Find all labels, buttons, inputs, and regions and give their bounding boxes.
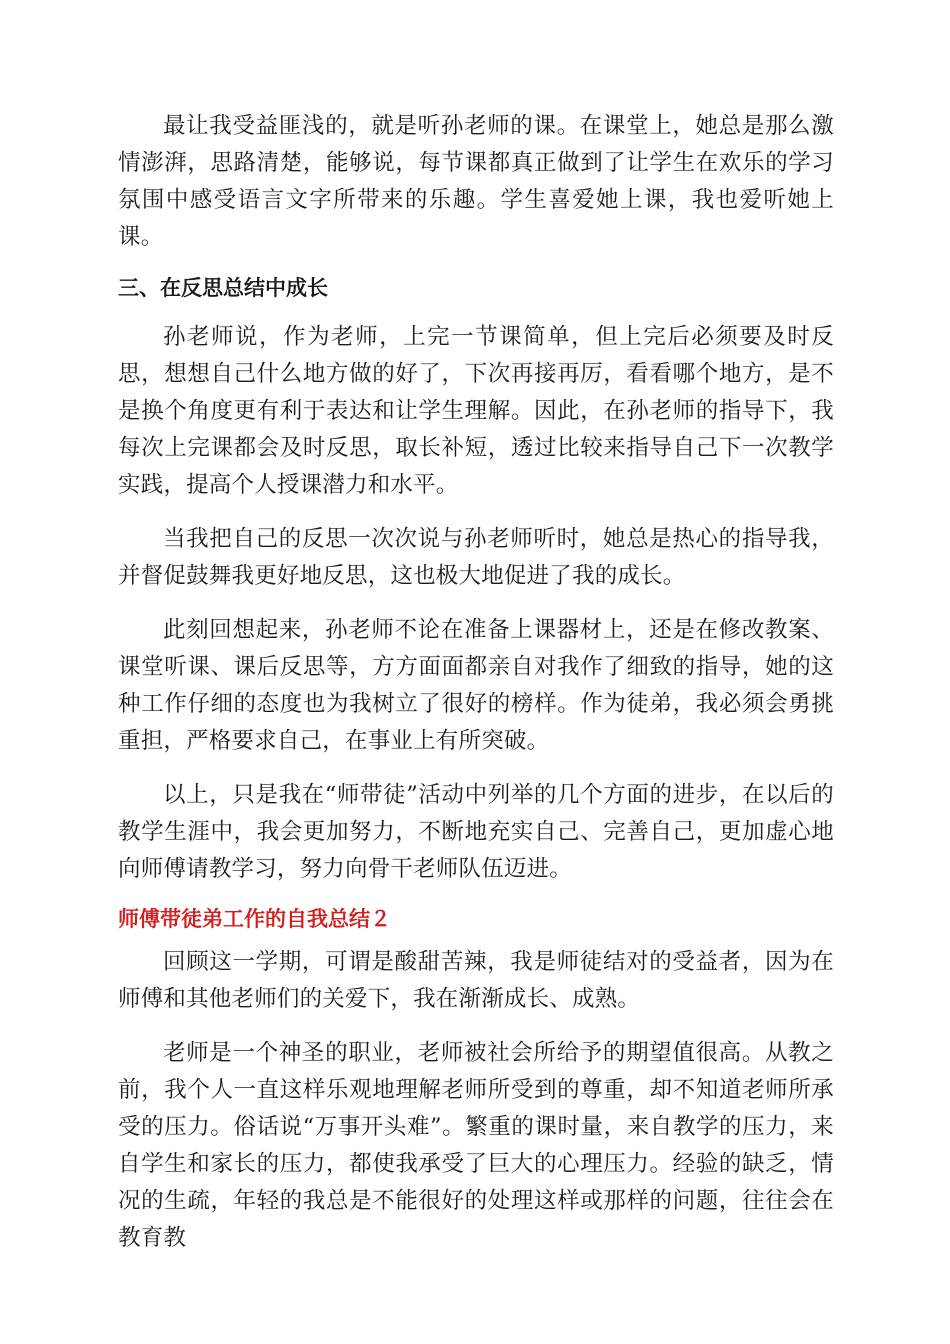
heading-reflection-growth: 三、在反思总结中成长 [118,276,328,300]
paragraph-semester-review: 回顾这一学期，可谓是酸甜苦辣，我是师徒结对的受益者，因为在师傅和其他老师们的关爱下，我在渐渐成长、成熟。 [118,949,834,1012]
paragraph-reflection-advice: 孙老师说，作为老师，上完一节课简单，但上完后必须要及时反思，想想自己什么地方做的好了，下次再接再厉，看看哪个地方，是不是换个角度更有利于表达和让学生理解。因此，在孙老师的指导下，我每次上完课都会及时反思，取长补短，透过比较来指导自己下一次教学实践，提高个人授课潜力和水平。 [118,324,834,498]
paragraph-listening-class: 最让我受益匪浅的，就是听孙老师的课。在课堂上，她总是那么激情澎湃，思路清楚，能够说，每节课都真正做到了让学生在欢乐的学习氛围中感受语言文字所带来的乐趣。学生喜爱她上课，我也爱听她上课。 [118,113,834,250]
paragraph-teacher-profession: 老师是一个神圣的职业，老师被社会所给予的期望值很高。从教之前，我个人一直这样乐观地理解老师所受到的尊重，却不知道老师所承受的压力。俗话说“万事开头难”。繁重的课时量，来自教学的压力，来自学生和家长的压力，都使我承受了巨大的心理压力。经验的缺乏，情况的生疏，年轻的我总是不能很好的处理这样或那样的问题，往往会在教育教 [118,1040,834,1251]
section-title: 师傅带徒弟工作的自我总结２ [118,907,391,931]
paragraph-teacher-guidance: 当我把自己的反思一次次说与孙老师听时，她总是热心的指导我，并督促鼓舞我更好地反思，这也极大地促进了我的成长。 [118,526,834,589]
paragraph-summary: 以上，只是我在“师带徒”活动中列举的几个方面的进步，在以后的教学生涯中，我会更加努力，不断地充实自己、完善自己，更加虚心地向师傅请教学习，努力向骨干老师队伍迈进。 [118,782,834,882]
document-body [118,108,834,1257]
paragraph-recollection: 此刻回想起来，孙老师不论在准备上课器材上，还是在修改教案、课堂听课、课后反思等，方方面面都亲自对我作了细致的指导，她的这种工作仔细的态度也为我树立了很好的榜样。作为徒弟，我必须会勇挑重担，严格要求自己，在事业上有所突破。 [118,617,834,754]
